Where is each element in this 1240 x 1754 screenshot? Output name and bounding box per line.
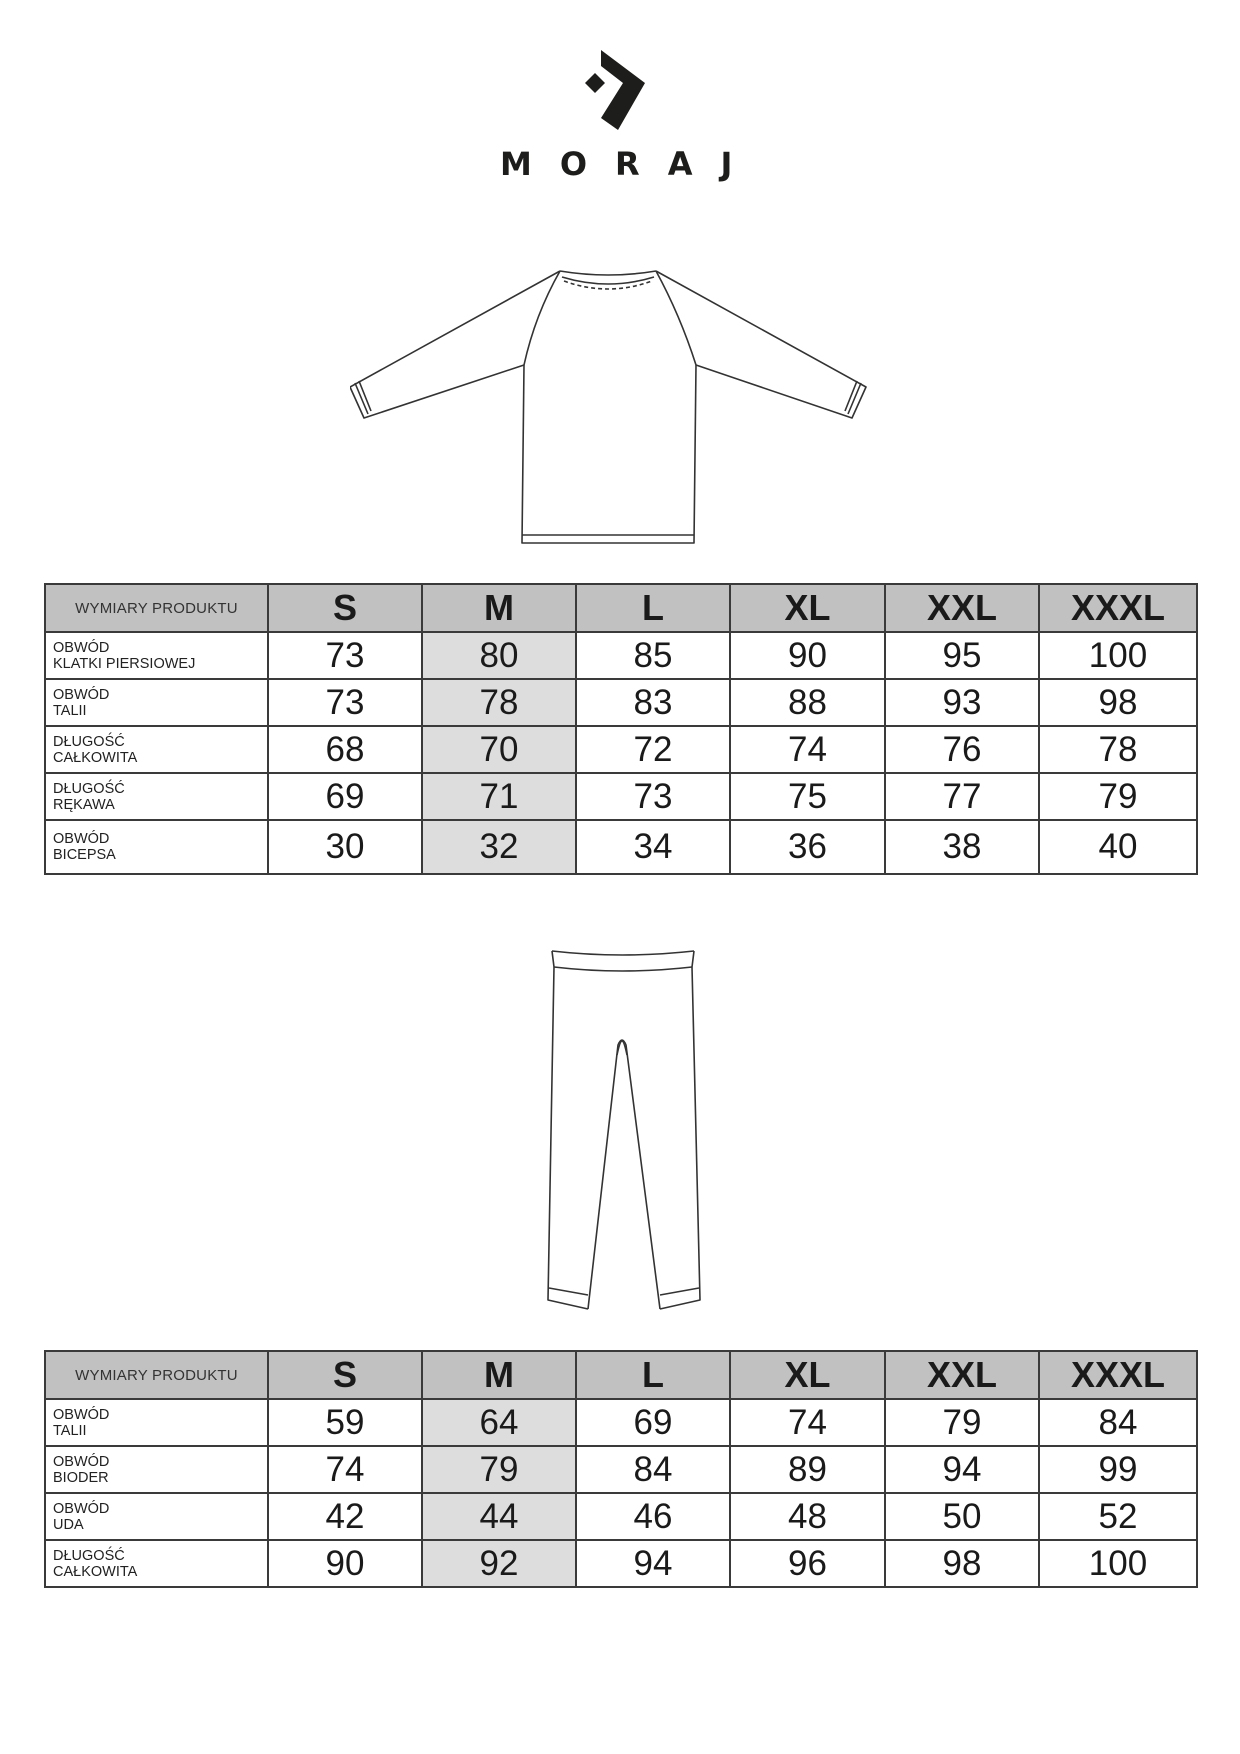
table-row bbox=[45, 773, 1197, 820]
measurement-cell: 48 bbox=[730, 1493, 885, 1540]
measurement-cell: 70 bbox=[422, 726, 576, 773]
row-label bbox=[45, 679, 268, 726]
row-label-line: OBWÓD bbox=[53, 686, 110, 703]
measurement-cell: 73 bbox=[268, 632, 422, 679]
measurement-cell: 75 bbox=[730, 773, 885, 820]
header-label: WYMIARY PRODUKTU bbox=[45, 584, 268, 632]
row-label bbox=[45, 726, 268, 773]
size-header: XL bbox=[730, 584, 885, 632]
leggings-icon bbox=[540, 945, 710, 1319]
measurement-cell: 94 bbox=[885, 1446, 1039, 1493]
brand-name: MORAJ bbox=[500, 145, 761, 183]
row-label-line: UDA bbox=[53, 1516, 84, 1533]
measurement-cell: 98 bbox=[1039, 679, 1197, 726]
measurement-cell: 74 bbox=[730, 1399, 885, 1446]
row-label-line: DŁUGOŚĆ bbox=[53, 1547, 125, 1564]
row-label-line: OBWÓD bbox=[53, 1453, 110, 1470]
row-label-line: OBWÓD bbox=[53, 1406, 110, 1423]
measurement-cell: 73 bbox=[576, 773, 730, 820]
size-header: XXXL bbox=[1039, 1351, 1197, 1399]
measurement-cell: 74 bbox=[268, 1446, 422, 1493]
row-label-line: CAŁKOWITA bbox=[53, 1563, 138, 1580]
table-row bbox=[45, 1446, 1197, 1493]
measurement-cell: 68 bbox=[268, 726, 422, 773]
table-row bbox=[45, 726, 1197, 773]
size-header: XXXL bbox=[1039, 584, 1197, 632]
row-label-line: BIODER bbox=[53, 1469, 109, 1486]
row-label-line: OBWÓD bbox=[53, 639, 110, 656]
row-label bbox=[45, 632, 268, 679]
measurement-cell: 84 bbox=[576, 1446, 730, 1493]
size-header: S bbox=[268, 1351, 422, 1399]
row-label bbox=[45, 1446, 268, 1493]
row-label bbox=[45, 820, 268, 874]
size-header: L bbox=[576, 584, 730, 632]
row-label bbox=[45, 1399, 268, 1446]
measurement-cell: 85 bbox=[576, 632, 730, 679]
measurement-cell: 36 bbox=[730, 820, 885, 874]
row-label-line: OBWÓD bbox=[53, 831, 110, 847]
measurement-cell: 79 bbox=[1039, 773, 1197, 820]
measurement-cell: 79 bbox=[885, 1399, 1039, 1446]
size-header: XXL bbox=[885, 584, 1039, 632]
measurement-cell: 44 bbox=[422, 1493, 576, 1540]
table-header-row bbox=[45, 584, 1197, 632]
measurement-cell: 50 bbox=[885, 1493, 1039, 1540]
measurement-cell: 52 bbox=[1039, 1493, 1197, 1540]
table-row bbox=[45, 679, 1197, 726]
long-sleeve-top-icon bbox=[350, 265, 870, 555]
measurement-cell: 92 bbox=[422, 1540, 576, 1587]
row-label-line: OBWÓD bbox=[53, 1500, 110, 1517]
table-row bbox=[45, 632, 1197, 679]
row-label-line: TALII bbox=[53, 1422, 87, 1439]
measurement-cell: 69 bbox=[576, 1399, 730, 1446]
measurement-cell: 32 bbox=[422, 820, 576, 874]
row-label bbox=[45, 1493, 268, 1540]
size-header: S bbox=[268, 584, 422, 632]
measurement-cell: 73 bbox=[268, 679, 422, 726]
measurement-cell: 64 bbox=[422, 1399, 576, 1446]
row-label bbox=[45, 773, 268, 820]
measurement-cell: 93 bbox=[885, 679, 1039, 726]
table-row bbox=[45, 1540, 1197, 1587]
measurement-cell: 89 bbox=[730, 1446, 885, 1493]
row-label-line: CAŁKOWITA bbox=[53, 749, 138, 766]
table-header-row bbox=[45, 1351, 1197, 1399]
measurement-cell: 99 bbox=[1039, 1446, 1197, 1493]
measurement-cell: 83 bbox=[576, 679, 730, 726]
table-row bbox=[45, 1493, 1197, 1540]
size-header: M bbox=[422, 1351, 576, 1399]
measurement-cell: 77 bbox=[885, 773, 1039, 820]
bottom-size-table bbox=[44, 1350, 1198, 1588]
row-label-line: DŁUGOŚĆ bbox=[53, 780, 125, 797]
measurement-cell: 88 bbox=[730, 679, 885, 726]
moraj-logo-icon bbox=[585, 50, 660, 130]
measurement-cell: 74 bbox=[730, 726, 885, 773]
measurement-cell: 79 bbox=[422, 1446, 576, 1493]
measurement-cell: 40 bbox=[1039, 820, 1197, 874]
table-row bbox=[45, 820, 1197, 874]
size-header: L bbox=[576, 1351, 730, 1399]
measurement-cell: 84 bbox=[1039, 1399, 1197, 1446]
measurement-cell: 42 bbox=[268, 1493, 422, 1540]
measurement-cell: 80 bbox=[422, 632, 576, 679]
header-label: WYMIARY PRODUKTU bbox=[45, 1351, 268, 1399]
measurement-cell: 69 bbox=[268, 773, 422, 820]
measurement-cell: 90 bbox=[268, 1540, 422, 1587]
measurement-cell: 100 bbox=[1039, 1540, 1197, 1587]
size-header: XL bbox=[730, 1351, 885, 1399]
row-label-line: DŁUGOŚĆ bbox=[53, 733, 125, 750]
measurement-cell: 72 bbox=[576, 726, 730, 773]
measurement-cell: 94 bbox=[576, 1540, 730, 1587]
measurement-cell: 98 bbox=[885, 1540, 1039, 1587]
measurement-cell: 76 bbox=[885, 726, 1039, 773]
row-label-line: KLATKI PIERSIOWEJ bbox=[53, 655, 196, 672]
top-size-table bbox=[44, 583, 1198, 875]
measurement-cell: 96 bbox=[730, 1540, 885, 1587]
measurement-cell: 59 bbox=[268, 1399, 422, 1446]
measurement-cell: 78 bbox=[1039, 726, 1197, 773]
measurement-cell: 38 bbox=[885, 820, 1039, 874]
row-label-line: BICEPSA bbox=[53, 847, 116, 863]
size-header: M bbox=[422, 584, 576, 632]
size-header: XXL bbox=[885, 1351, 1039, 1399]
measurement-cell: 78 bbox=[422, 679, 576, 726]
row-label bbox=[45, 1540, 268, 1587]
measurement-cell: 100 bbox=[1039, 632, 1197, 679]
measurement-cell: 30 bbox=[268, 820, 422, 874]
row-label-line: RĘKAWA bbox=[53, 796, 115, 813]
measurement-cell: 71 bbox=[422, 773, 576, 820]
row-label-line: TALII bbox=[53, 702, 87, 719]
measurement-cell: 34 bbox=[576, 820, 730, 874]
measurement-cell: 46 bbox=[576, 1493, 730, 1540]
table-row bbox=[45, 1399, 1197, 1446]
measurement-cell: 95 bbox=[885, 632, 1039, 679]
measurement-cell: 90 bbox=[730, 632, 885, 679]
